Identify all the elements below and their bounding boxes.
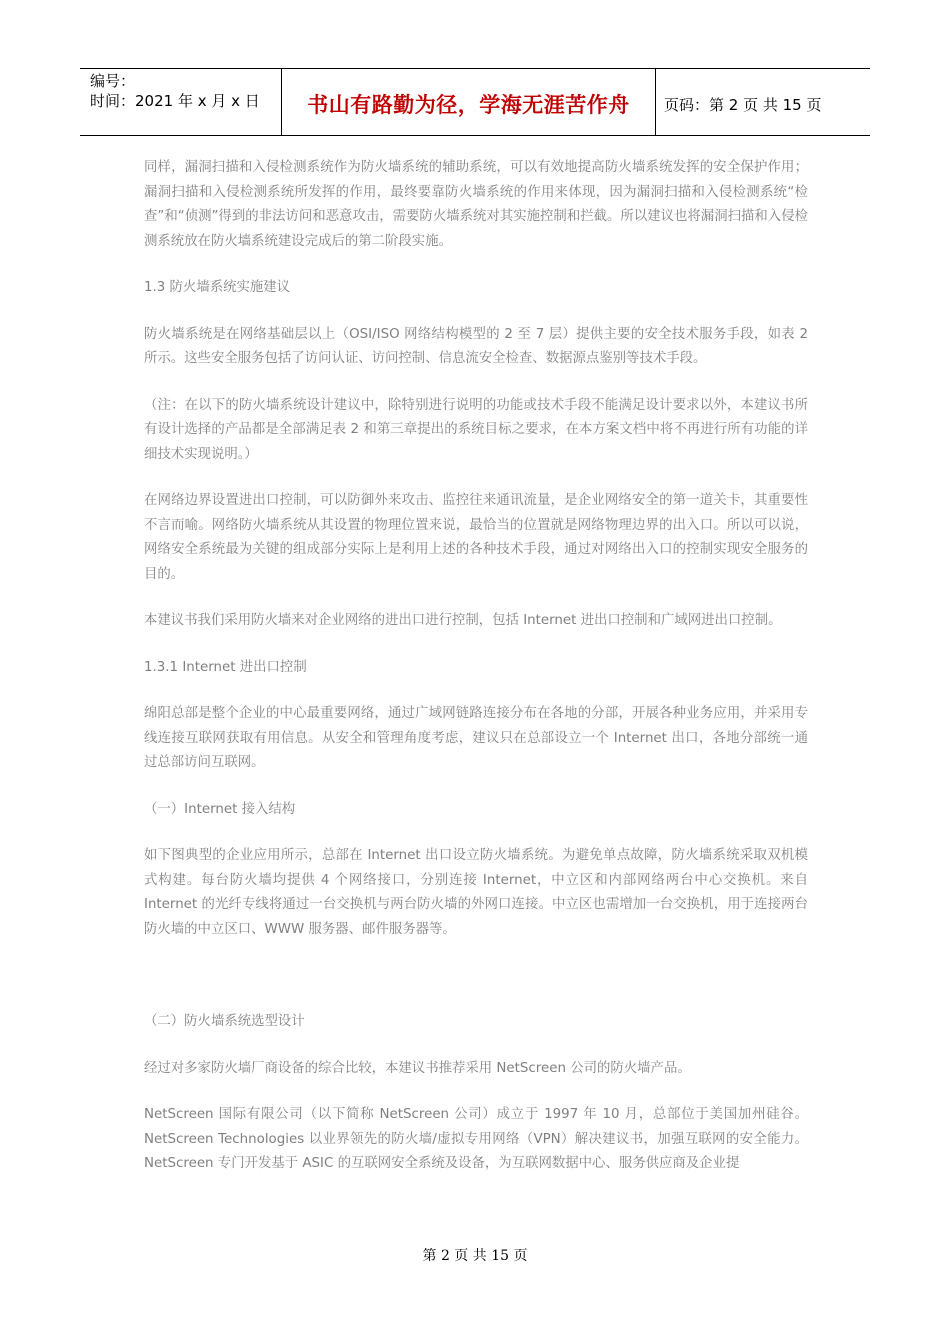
header-page-info: 页码：第 2 页 共 15 页: [664, 95, 822, 114]
document-number-label: 编号：: [90, 72, 136, 90]
section-heading-1-3-1: 1.3.1 Internet 进出口控制: [144, 659, 307, 675]
paragraph-2: 防火墙系统是在网络基础层以上（OSI/ISO 网络结构模型的 2 至 7 层）提供主要的安全技术服务手段，如表 2 所示。这些安全服务包括了访问认证、访问控制、信息流安全检查、数据源点鉴别等技术手段。: [144, 326, 808, 366]
subsection-heading-2: （二）防火墙系统选型设计: [144, 1014, 305, 1029]
paragraph-9: NetScreen 国际有限公司（以下简称 NetScreen 公司）成立于 1997 年 10 月，总部位于美国加州硅谷。NetScreen Technologies 以业界领先的防火墙/虚拟专用网络（VPN）解决建议书，加强互联网的安全能力。NetScreen 专门开发基于 ASIC 的互联网安全系统及设备，为互联网数据中心、服务供应商及企业提: [144, 1107, 808, 1171]
header-meta: [80, 69, 282, 135]
paragraph-note: （注：在以下的防火墙系统设计建议中，除特别进行说明的功能或技术手段不能满足设计要求以外，本建议书所有设计选择的产品都是全部满足表 2 和第三章提出的系统目标之要求，在本方案文档中将不再进行所有功能的详细技术实现说明。）: [144, 397, 808, 462]
page-footer: 第 2 页 共 15 页: [422, 1248, 528, 1264]
paragraph-6: 绵阳总部是整个企业的中心最重要网络，通过广域网链路连接分布在各地的分部，开展各种业务应用，并采用专线连接互联网获取有用信息。从安全和管理角度考虑，建议只在总部设立一个 Internet 出口，各地分部统一通过总部访问互联网。: [144, 706, 808, 770]
paragraph-5: 本建议书我们采用防火墙来对企业网络的进出口进行控制，包括 Internet 进出口控制和广域网进出口控制。: [144, 613, 782, 628]
document-date: 时间：2021 年 x 月 x 日: [90, 92, 260, 110]
header-motto-cell: [282, 69, 656, 135]
subsection-heading-1: （一）Internet 接入结构: [144, 801, 296, 817]
paragraph-8: 经过对多家防火墙厂商设备的综合比较，本建议书推荐采用 NetScreen 公司的防火墙产品。: [144, 1060, 691, 1076]
document-body: [144, 156, 808, 1177]
header-motto: 书山有路勤为径，学海无涯苦作舟: [307, 93, 630, 117]
paragraph-7: 如下图典型的企业应用所示，总部在 Internet 出口设立防火墙系统。为避免单点故障，防火墙系统采取双机模式构建。每台防火墙均提供 4 个网络接口，分别连接 Internet，中立区和内部网络两台中心交换机。来自 Internet 的光纤专线将通过一台交换机与两台防火墙的外网口连接。中立区也需增加一台交换机，用于连接两台防火墙的中立区口、WWW 服务器、邮件服务器等。: [144, 848, 808, 937]
paragraph-1: 同样，漏洞扫描和入侵检测系统作为防火墙系统的辅助系统，可以有效地提高防火墙系统发挥的安全保护作用；漏洞扫描和入侵检测系统所发挥的作用，最终要靠防火墙系统的作用来体现，因为漏洞扫描和入侵检测系统“检查”和“侦测”得到的非法访问和恶意攻击，需要防火墙系统对其实施控制和拦截。所以建议也将漏洞扫描和入侵检测系统放在防火墙系统建设完成后的第二阶段实施。: [144, 160, 808, 249]
header-page-info-cell: [656, 69, 870, 135]
paragraph-4: 在网络边界设置进出口控制，可以防御外来攻击、监控往来通讯流量，是企业网络安全的第一道关卡，其重要性不言而喻。网络防火墙系统从其设置的物理位置来说，最恰当的位置就是网络物理边界的出入口。所以可以说，网络安全系统最为关键的组成部分实际上是利用上述的各种技术手段，通过对网络出入口的控制实现安全服务的目的。: [144, 493, 808, 582]
section-heading-1-3: 1.3 防火墙系统实施建议: [144, 280, 291, 295]
page-header: [80, 68, 870, 136]
